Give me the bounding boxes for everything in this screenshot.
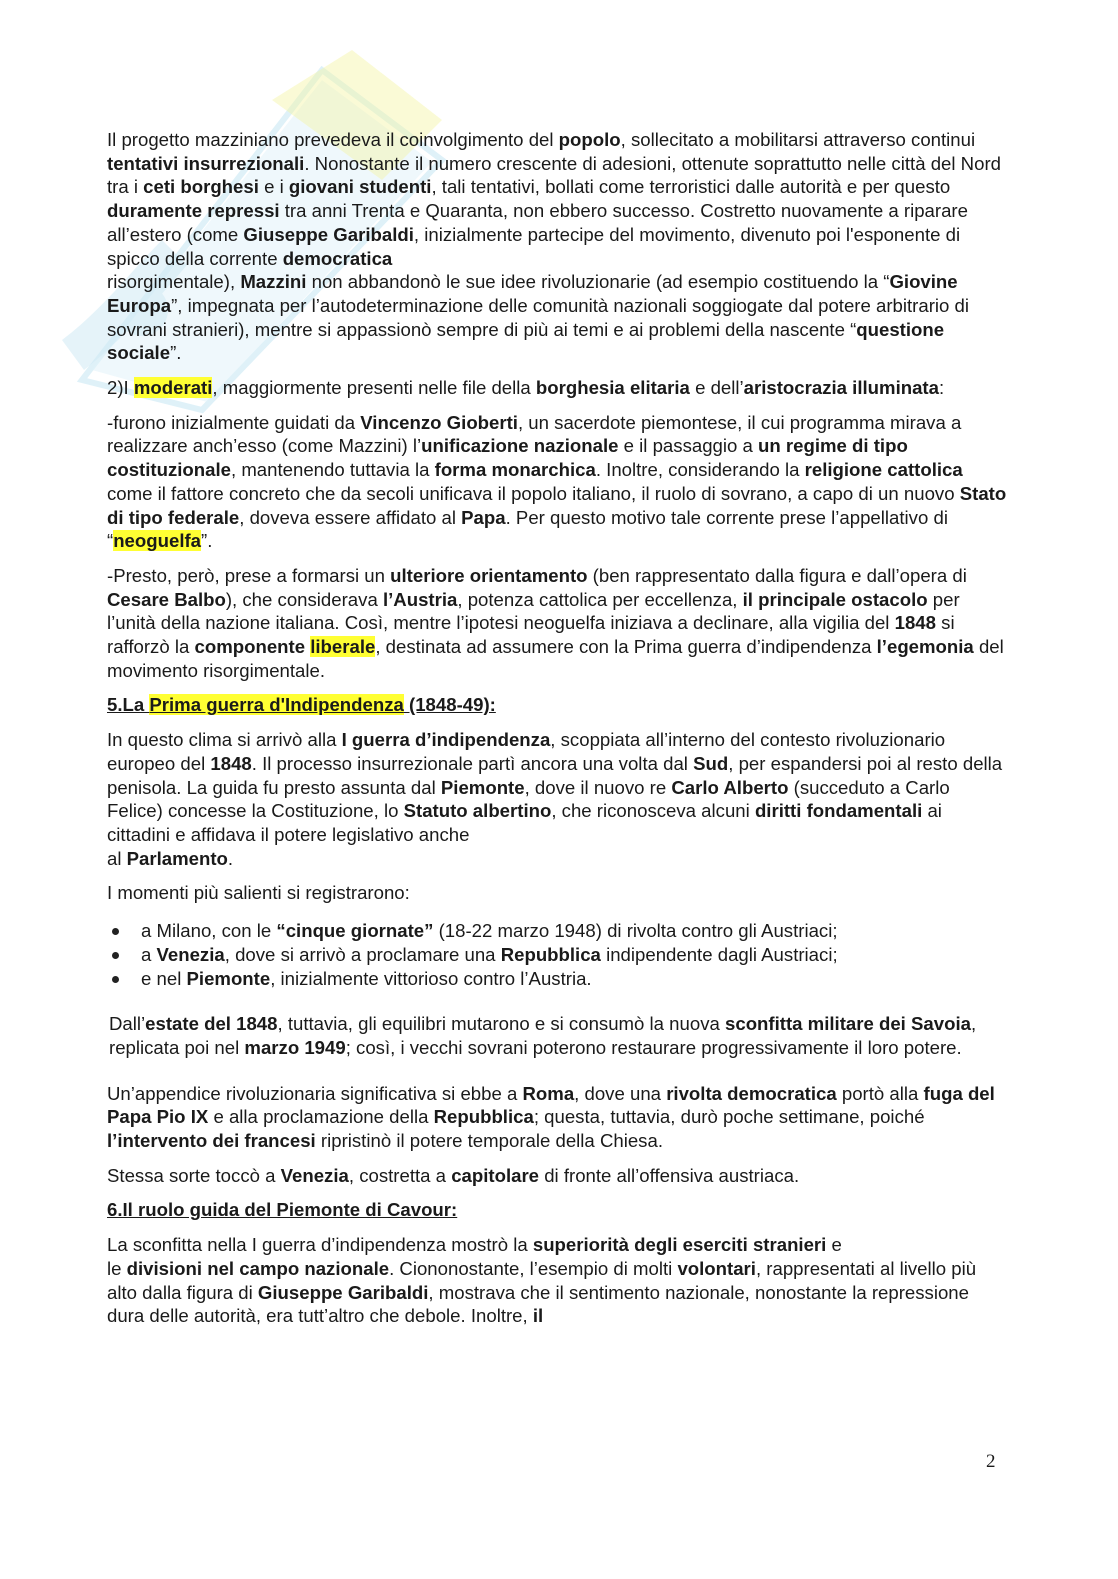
bold-text: Giuseppe Garibaldi: [243, 223, 414, 245]
bold-text: volontari: [677, 1257, 756, 1279]
bold-text: borghesia elitaria: [535, 377, 690, 399]
paragraph-p5: [107, 728, 1007, 870]
text-run: , scoppiata all’interno del contesto rivoluzionario europeo del: [107, 729, 946, 774]
bullet-list: [107, 919, 1007, 990]
text-run: (ben rappresentato dalla figura e dall’opera di: [587, 564, 967, 586]
text-run: , tuttavia, gli equilibri mutarono e si consumò la nuova: [277, 1013, 726, 1035]
paragraph-p1: [107, 128, 1007, 365]
bold-text: sconfitta militare dei Savoia: [725, 1013, 971, 1035]
bold-text: “cinque giornate”: [276, 920, 434, 942]
text-run: , destinata ad assumere con la Prima guerra d’indipendenza: [375, 636, 877, 658]
bold-text: un regime di tipo costituzionale: [107, 435, 908, 481]
bold-text: Venezia: [280, 1164, 349, 1186]
bold-text: 1848: [894, 612, 936, 634]
text-run: e nel: [141, 967, 187, 989]
text-run: per l’unità della nazione italiana. Così, mentre l’ipotesi neoguelfa iniziava a declinare, alla vigilia del: [107, 588, 960, 634]
text-run: , dove si arrivò a proclamare una: [224, 943, 501, 965]
text-run: -Presto, però, prese a formarsi un: [107, 564, 391, 586]
text-run: come il fattore concreto che da secoli unificava il popolo italiano, il ruolo di sovrano, a capo di un nuovo: [107, 482, 960, 504]
bold-text: ulteriore orientamento: [390, 564, 588, 586]
list-item: [141, 943, 1007, 967]
text-run: ai cittadini e affidava il potere legislativo anche al: [107, 800, 942, 869]
text-run: . Inoltre, considerando la: [595, 459, 805, 481]
text-run: Dall’: [109, 1013, 146, 1035]
text-run: Un’appendice rivoluzionaria significativa si ebbe a: [107, 1082, 523, 1104]
bold-text: duramente repressi: [107, 200, 280, 222]
text-run: di fronte all’offensiva austriaca.: [539, 1164, 800, 1186]
page-number: 2: [986, 1451, 996, 1472]
bold-text: Repubblica: [500, 943, 601, 965]
bold-text: Stato di tipo federale: [107, 482, 1007, 528]
bold-text: fuga del Papa Pio IX: [107, 1082, 995, 1128]
bold-text: Cesare Balbo: [107, 588, 226, 610]
bold-text: capitolare: [451, 1164, 540, 1186]
bold-text: 1848: [210, 752, 252, 774]
bold-text: Piemonte: [440, 776, 525, 798]
text-run: . Ciononostante, l’esempio di molti: [389, 1257, 678, 1279]
text-run: si rafforzò la: [107, 612, 955, 658]
text-run: e dell’: [689, 377, 744, 399]
text-run: La sconfitta nella I guerra d’indipendenza mostrò la: [107, 1234, 533, 1256]
bold-text: componente: [194, 636, 311, 658]
text-run: a Milano, con le: [141, 920, 277, 942]
section-heading-h6: [107, 1198, 1007, 1222]
bold-text: religione cattolica: [804, 459, 963, 481]
text-run: e il passaggio a: [618, 435, 759, 457]
bold-text: Giuseppe Garibaldi: [257, 1281, 429, 1303]
text-run: , inizialmente partecipe del movimento, divenuto poi l'esponente di spicco della corrente: [107, 223, 961, 269]
text-run: Stessa sorte toccò a: [107, 1164, 281, 1186]
bold-text: I guerra d’indipendenza: [341, 729, 551, 751]
bold-text: il: [532, 1305, 544, 1327]
bold-text: diritti fondamentali: [754, 800, 923, 822]
highlighted-text: neoguelfa: [113, 530, 202, 552]
text-run: , mostrava che il sentimento nazionale, nonostante la repressione dura delle autorità, era tutt’altro che debole. Inoltre,: [107, 1281, 969, 1327]
bold-text: superiorità degli eserciti stranieri: [532, 1234, 827, 1256]
bold-text: rivolta democratica: [666, 1082, 837, 1104]
paragraph-p6: [107, 881, 1007, 905]
bold-text: forma monarchica: [434, 459, 596, 481]
text-run: .: [227, 847, 234, 869]
text-run: , per espandersi poi al resto della penisola. La guida fu presto assunta dal: [107, 752, 1003, 798]
text-run: I momenti più salienti si registrarono:: [107, 882, 410, 904]
bold-text: popolo: [558, 129, 621, 150]
bold-text: estate del 1848: [145, 1013, 278, 1035]
paragraph-p7: [107, 1012, 1007, 1059]
section-heading-h5: [107, 693, 1007, 717]
paragraph-p4: [107, 564, 1007, 683]
bold-text: Venezia: [156, 943, 225, 965]
list-item: [141, 919, 1007, 943]
bold-text: divisioni nel campo nazionale: [126, 1257, 390, 1279]
text-run: :: [938, 377, 945, 399]
text-run: e i: [258, 176, 289, 198]
text-run: 6.Il ruolo guida del Piemonte di Cavour:: [107, 1199, 458, 1221]
text-run: , sollecitato a mobilitarsi attraverso continui: [620, 129, 976, 150]
highlighted-text: liberale: [310, 636, 376, 658]
paragraph-p10: [107, 1233, 1007, 1328]
bold-text: l’egemonia: [876, 636, 974, 658]
text-run: a: [141, 943, 157, 965]
paragraph-p9: [107, 1164, 1007, 1188]
bold-text: Carlo Alberto: [671, 776, 789, 798]
text-run: e alla proclamazione della: [208, 1106, 434, 1128]
bold-text: Parlamento: [126, 847, 228, 869]
bold-text: aristocrazia illuminata: [743, 377, 939, 399]
bold-text: l’Austria: [382, 588, 458, 610]
bold-text: tentativi insurrezionali: [107, 152, 305, 174]
bold-text: Statuto albertino: [403, 800, 552, 822]
text-run: , inizialmente vittorioso contro l’Austria.: [270, 967, 592, 989]
text-run: risorgimentale),: [107, 271, 241, 293]
bold-text: Papa: [461, 506, 506, 528]
bold-text: democratica: [282, 247, 393, 269]
list-item: [141, 967, 1007, 991]
bold-text: marzo 1949: [244, 1036, 346, 1058]
bold-text: il principale ostacolo: [742, 588, 928, 610]
text-run: tra anni Trenta e Quaranta, non ebbero successo. Costretto nuovamente a riparare all’estero (come: [107, 200, 968, 245]
bold-text: unificazione nazionale: [421, 435, 619, 457]
paragraph-p3: [107, 411, 1007, 553]
paragraph-p8: [107, 1082, 1007, 1153]
text-run: . Il processo insurrezionale partì ancora una volta dal: [251, 752, 694, 774]
text-run: , tali tentativi, bollati come terroristici dalle autorità e per questo: [431, 176, 951, 198]
bold-text: Roma: [522, 1082, 575, 1104]
text-run: e le: [107, 1234, 842, 1279]
text-run: ”.: [170, 342, 182, 364]
text-run: , un sacerdote piemontese, il cui programma mirava a realizzare anch’esso (come Mazzini) l’: [107, 411, 962, 457]
highlighted-text: Prima guerra d'Indipendenza: [149, 694, 404, 716]
bold-text: Piemonte: [186, 967, 271, 989]
text-run: , replicata poi nel: [109, 1013, 977, 1058]
text-run: (18-22 marzo 1948) di rivolta contro gli Austriaci;: [433, 920, 838, 942]
paragraph-p2: [107, 376, 1007, 400]
text-run: ; così, i vecchi sovrani poterono restaurare progressivamente il loro potere.: [345, 1036, 962, 1058]
bold-text: giovani studenti: [288, 176, 432, 198]
text-run: indipendente dagli Austriaci;: [600, 943, 838, 965]
bold-text: Vincenzo Gioberti: [360, 411, 518, 433]
text-run: non abbandonò le sue idee rivoluzionarie (ad esempio costituendo la “: [306, 271, 890, 293]
text-run: ; questa, tuttavia, durò poche settimane, poiché: [533, 1106, 925, 1128]
text-run: ripristinò il potere temporale della Chiesa.: [315, 1130, 663, 1152]
text-run: (1848-49):: [403, 694, 496, 716]
text-run: , che riconosceva alcuni: [551, 800, 755, 822]
bold-text: Repubblica: [433, 1106, 534, 1128]
text-run: -furono inizialmente guidati da: [107, 411, 361, 433]
text-run: ), che considerava: [225, 588, 383, 610]
text-run: ”.: [201, 530, 213, 552]
text-run: In questo clima si arrivò alla: [107, 729, 342, 751]
bold-text: Giovine Europa: [107, 271, 958, 316]
text-run: . Per questo motivo tale corrente prese l’appellativo di “: [107, 506, 948, 552]
bold-text: questione sociale: [107, 318, 945, 364]
bold-text: Sud: [693, 752, 729, 774]
text-run: 5.La: [107, 694, 150, 716]
bold-text: ceti borghesi: [143, 176, 259, 198]
text-run: , rappresentati al livello più alto dalla figura di: [107, 1257, 977, 1303]
text-run: 2)I: [107, 377, 134, 399]
text-run: ”, impegnata per l’autodeterminazione delle comunità nazionali soggiogate dal potere arbitrario di sovrani stranieri), mentre si appassionò sempre di più ai temi e ai problemi della nascente “: [107, 294, 970, 340]
text-run: portò alla: [836, 1082, 924, 1104]
text-run: , costretta a: [348, 1164, 452, 1186]
text-run: . Nonostante il numero crescente di adesioni, ottenute soprattutto nelle città del Nord tra i: [107, 152, 1001, 198]
text-run: , maggiormente presenti nelle file della: [212, 377, 536, 399]
text-run: , doveva essere affidato al: [239, 506, 462, 528]
text-run: , dove una: [574, 1082, 667, 1104]
document-body: [107, 128, 1007, 1339]
text-run: , potenza cattolica per eccellenza,: [457, 588, 743, 610]
text-run: , dove il nuovo re: [524, 776, 672, 798]
bold-text: l’intervento dei francesi: [107, 1130, 316, 1152]
text-run: (succeduto a Carlo Felice) concesse la Costituzione, lo: [107, 776, 950, 822]
text-run: , mantenendo tuttavia la: [230, 459, 435, 481]
bold-text: Mazzini: [240, 271, 307, 293]
text-run: del movimento risorgimentale.: [107, 636, 1004, 681]
highlighted-text: moderati: [133, 377, 213, 399]
text-run: Il progetto mazziniano prevedeva il coinvolgimento del: [107, 129, 559, 150]
